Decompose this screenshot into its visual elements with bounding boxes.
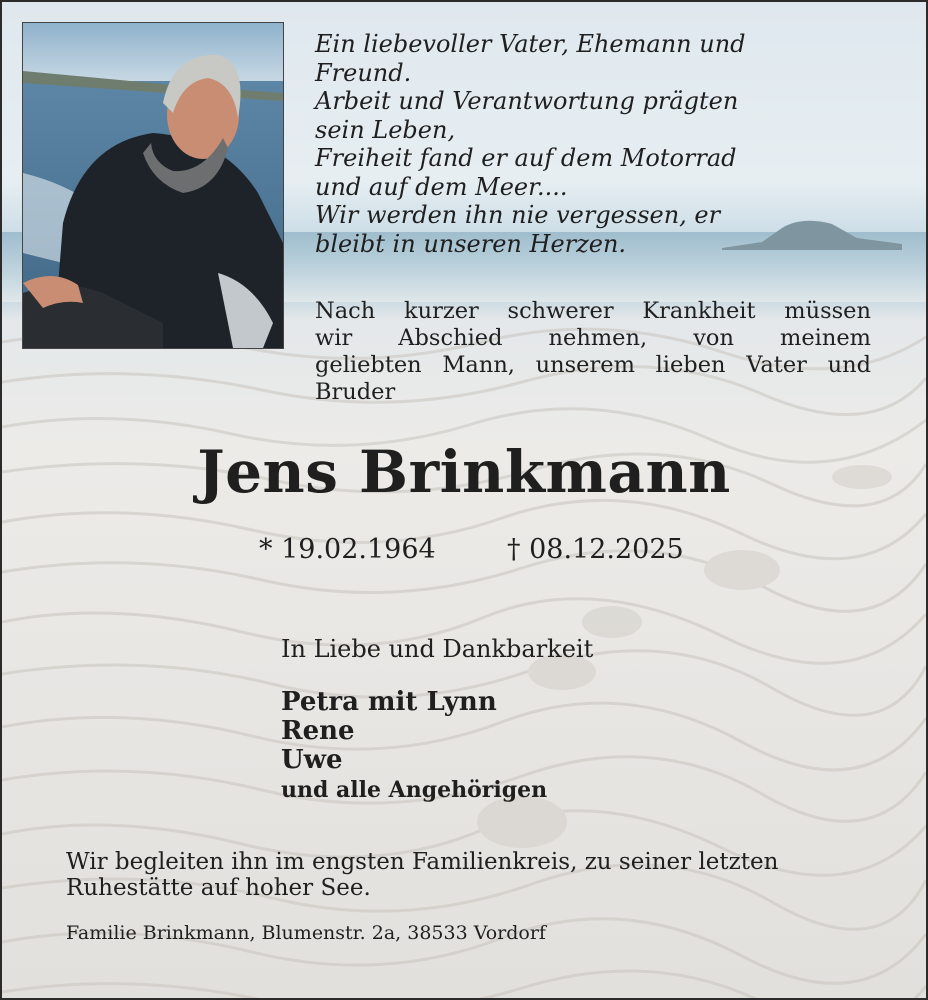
verse-line: und auf dem Meer.... [315,172,568,201]
verse-line: Freiheit fand er auf dem Motorrad [315,144,737,172]
announcement-line: Bruder [315,379,396,405]
deceased-name: Jens Brinkmann [197,438,731,506]
death-date: † 08.12.2025 [507,534,684,565]
verse-line: Freund. [315,58,412,87]
verse-line: Ein liebevoller Vater, Ehemann und [315,30,746,58]
mourners-list [281,688,547,805]
mourner-name: Uwe [281,745,343,775]
other-mourners: und alle Angehörigen [281,777,548,803]
funeral-note [66,849,778,901]
birth-date: * 19.02.1964 [259,534,436,565]
announcement-line: wir Abschied nehmen, von meinem [315,325,871,351]
closing-phrase: In Liebe und Dankbarkeit [281,635,594,663]
family-address: Familie Brinkmann, Blumenstr. 2a, 38533 Vordorf [66,922,546,944]
mourner-name: Rene [281,716,355,746]
verse-line: Wir werden ihn nie vergessen, er [315,201,721,229]
verse-line: Arbeit und Verantwortung prägten [315,87,739,115]
announcement-line: Nach kurzer schwerer Krankheit müssen [315,298,871,324]
funeral-line: Ruhestätte auf hoher See. [66,875,371,901]
portrait-photo [22,22,284,349]
memorial-verse [315,30,875,258]
verse-line: sein Leben, [315,115,456,144]
funeral-line: Wir begleiten ihn im engsten Familienkreis, zu seiner letzten [66,849,779,875]
verse-line: bleibt in unseren Herzen. [315,229,627,258]
mourner-name: Petra mit Lynn [281,687,497,717]
announcement-line: geliebten Mann, unserem lieben Vater und [315,352,871,378]
announcement-text [315,298,871,406]
